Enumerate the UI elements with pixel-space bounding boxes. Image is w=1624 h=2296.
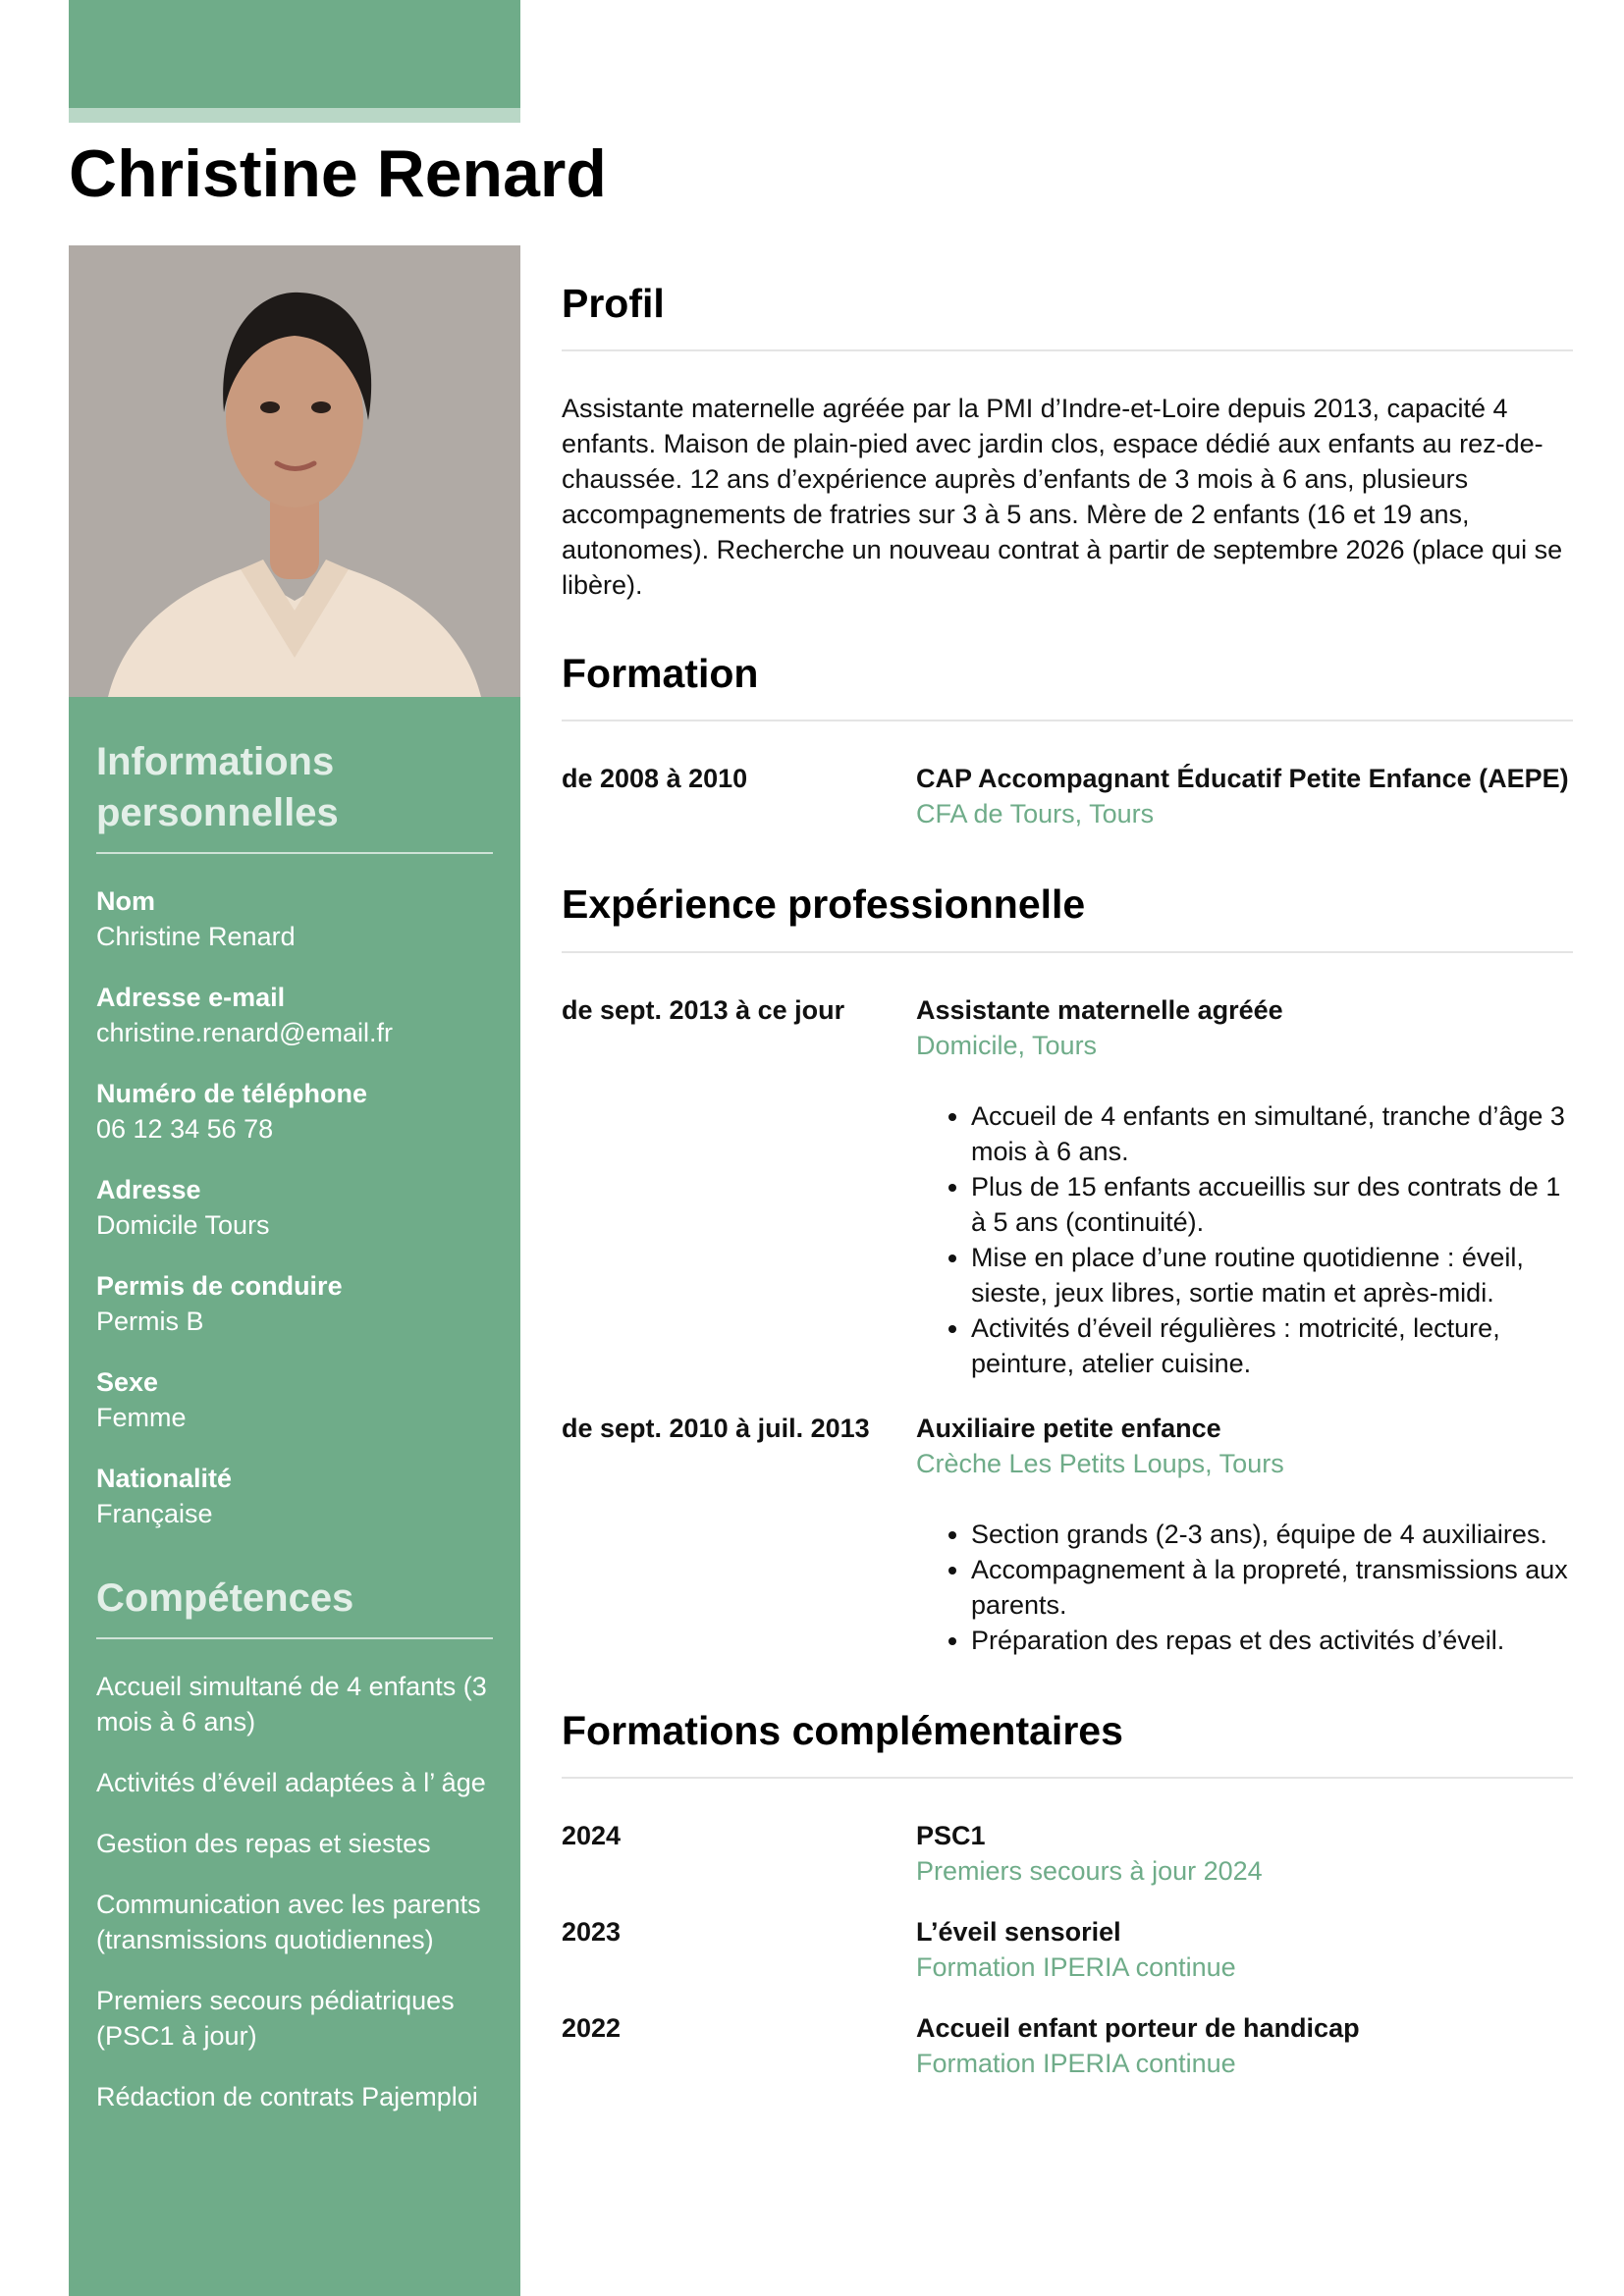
header-accent-bar	[69, 0, 520, 108]
info-value: Domicile Tours	[96, 1210, 270, 1240]
profile-photo	[69, 245, 520, 697]
personal-info-list	[96, 883, 493, 1531]
education-title: Formation	[562, 650, 1573, 721]
entry-body	[916, 1914, 1573, 1985]
info-value: Christine Renard	[96, 922, 296, 951]
personal-info-heading: Informations personnelles	[96, 736, 493, 854]
education-section	[562, 650, 1573, 831]
info-value: Femme	[96, 1403, 187, 1432]
email-value[interactable]: christine.renard@email.fr	[96, 1018, 394, 1047]
training-entry	[562, 2010, 1573, 2081]
info-label: Permis de conduire	[96, 1271, 343, 1301]
entry-body	[916, 992, 1573, 1381]
entry-place: Crèche Les Petits Loups, Tours	[916, 1448, 1284, 1478]
training-entry	[562, 1818, 1573, 1889]
entry-title: Assistante maternelle agréée	[916, 994, 1283, 1025]
task-item: • Section grands (2-3 ans), équipe de 4 auxiliaires.	[971, 1517, 1573, 1552]
info-phone	[96, 1076, 493, 1147]
entry-place: Formation IPERIA continue	[916, 1951, 1236, 1982]
education-entry	[562, 761, 1573, 831]
profile-title: Profil	[562, 280, 1573, 351]
info-address	[96, 1172, 493, 1243]
info-value: Française	[96, 1499, 213, 1528]
info-label: Nom	[96, 886, 155, 916]
entry-title: Accueil enfant porteur de handicap	[916, 2012, 1360, 2043]
entry-place: Domicile, Tours	[916, 1030, 1098, 1060]
entry-date: de sept. 2013 à ce jour	[562, 994, 845, 1025]
experience-section	[562, 881, 1573, 1657]
task-item: • Activités d’éveil régulières : motricité, lecture, peinture, atelier cuisine.	[971, 1310, 1573, 1381]
info-label: Nationalité	[96, 1464, 233, 1493]
page-title: Christine Renard	[69, 136, 607, 211]
entry-place: Formation IPERIA continue	[916, 2048, 1236, 2078]
profile-text: Assistante maternelle agréée par la PMI d’Indre-et-Loire depuis 2013, capacité 4 enfants. Maison de plain-pied avec jardin clos, espace dédié aux enfants au rez-de-chaussée. 12 ans d’expérience auprès d’enfants de 3 mois à 6 ans, plusieurs accompagnements de fratries sur 3 à 5 ans. Mère de 2 enfants (16 et 19 ans, autonomes). Recherche un nouveau contrat à partir de septembre 2026 (place qui se libère).	[562, 394, 1563, 601]
entry-date: 2024	[562, 1820, 622, 1850]
task-item: • Préparation des repas et des activités d’éveil.	[971, 1623, 1573, 1658]
skill-item: Accueil simultané de 4 enfants (3 mois à 6 ans)	[96, 1672, 487, 1736]
skill-item: Gestion des repas et siestes	[96, 1829, 431, 1858]
entry-body	[916, 1411, 1573, 1658]
entry-body	[916, 761, 1573, 831]
entry-title: CAP Accompagnant Éducatif Petite Enfance (AEPE)	[916, 764, 1569, 794]
info-license	[96, 1268, 493, 1339]
skills-heading: Compétences	[96, 1573, 493, 1639]
info-gender	[96, 1364, 493, 1435]
entry-title: PSC1	[916, 1820, 986, 1850]
profile-section	[562, 280, 1573, 603]
entry-body	[916, 2010, 1573, 2081]
sidebar	[69, 245, 520, 2296]
entry-body	[916, 1818, 1573, 1889]
info-label: Adresse e-mail	[96, 983, 286, 1012]
entry-place: CFA de Tours, Tours	[916, 799, 1155, 829]
info-value: Permis B	[96, 1307, 204, 1336]
info-label: Numéro de téléphone	[96, 1079, 368, 1108]
header-accent-line	[69, 108, 520, 123]
entry-date: 2022	[562, 2012, 622, 2043]
task-list	[916, 1098, 1573, 1381]
training-entry	[562, 1914, 1573, 1985]
skill-item: Activités d’éveil adaptées à l’ âge	[96, 1768, 486, 1797]
skills-list	[96, 1669, 493, 2114]
main-content	[562, 280, 1573, 2130]
info-label: Adresse	[96, 1175, 201, 1204]
experience-list	[562, 992, 1573, 1658]
info-name	[96, 883, 493, 954]
complementary-training-section	[562, 1707, 1573, 2081]
info-label: Sexe	[96, 1367, 159, 1397]
experience-entry	[562, 1411, 1573, 1658]
task-item: • Mise en place d’une routine quotidienne : éveil, sieste, jeux libres, sortie matin et après-midi.	[971, 1240, 1573, 1310]
experience-entry	[562, 992, 1573, 1381]
skill-item: Rédaction de contrats Pajemploi	[96, 2082, 478, 2111]
task-list	[916, 1517, 1573, 1658]
info-email	[96, 980, 493, 1050]
entry-title: Auxiliaire petite enfance	[916, 1413, 1221, 1443]
task-item: • Accueil de 4 enfants en simultané, tranche d’âge 3 mois à 6 ans.	[971, 1098, 1573, 1169]
entry-date: 2023	[562, 1916, 622, 1947]
skill-item: Premiers secours pédiatriques (PSC1 à jour)	[96, 1986, 455, 2051]
phone-value: 06 12 34 56 78	[96, 1114, 274, 1144]
education-list	[562, 761, 1573, 831]
task-item: • Plus de 15 enfants accueillis sur des contrats de 1 à 5 ans (continuité).	[971, 1169, 1573, 1240]
complementary-training-title: Formations complémentaires	[562, 1707, 1573, 1779]
complementary-training-list	[562, 1818, 1573, 2081]
info-nationality	[96, 1461, 493, 1531]
skill-item: Communication avec les parents (transmissions quotidiennes)	[96, 1890, 481, 1954]
entry-date: de 2008 à 2010	[562, 764, 748, 794]
entry-place: Premiers secours à jour 2024	[916, 1855, 1263, 1886]
experience-title: Expérience professionnelle	[562, 881, 1573, 952]
task-item: • Accompagnement à la propreté, transmissions aux parents.	[971, 1552, 1573, 1623]
entry-date: de sept. 2010 à juil. 2013	[562, 1413, 870, 1443]
entry-title: L’éveil sensoriel	[916, 1916, 1121, 1947]
